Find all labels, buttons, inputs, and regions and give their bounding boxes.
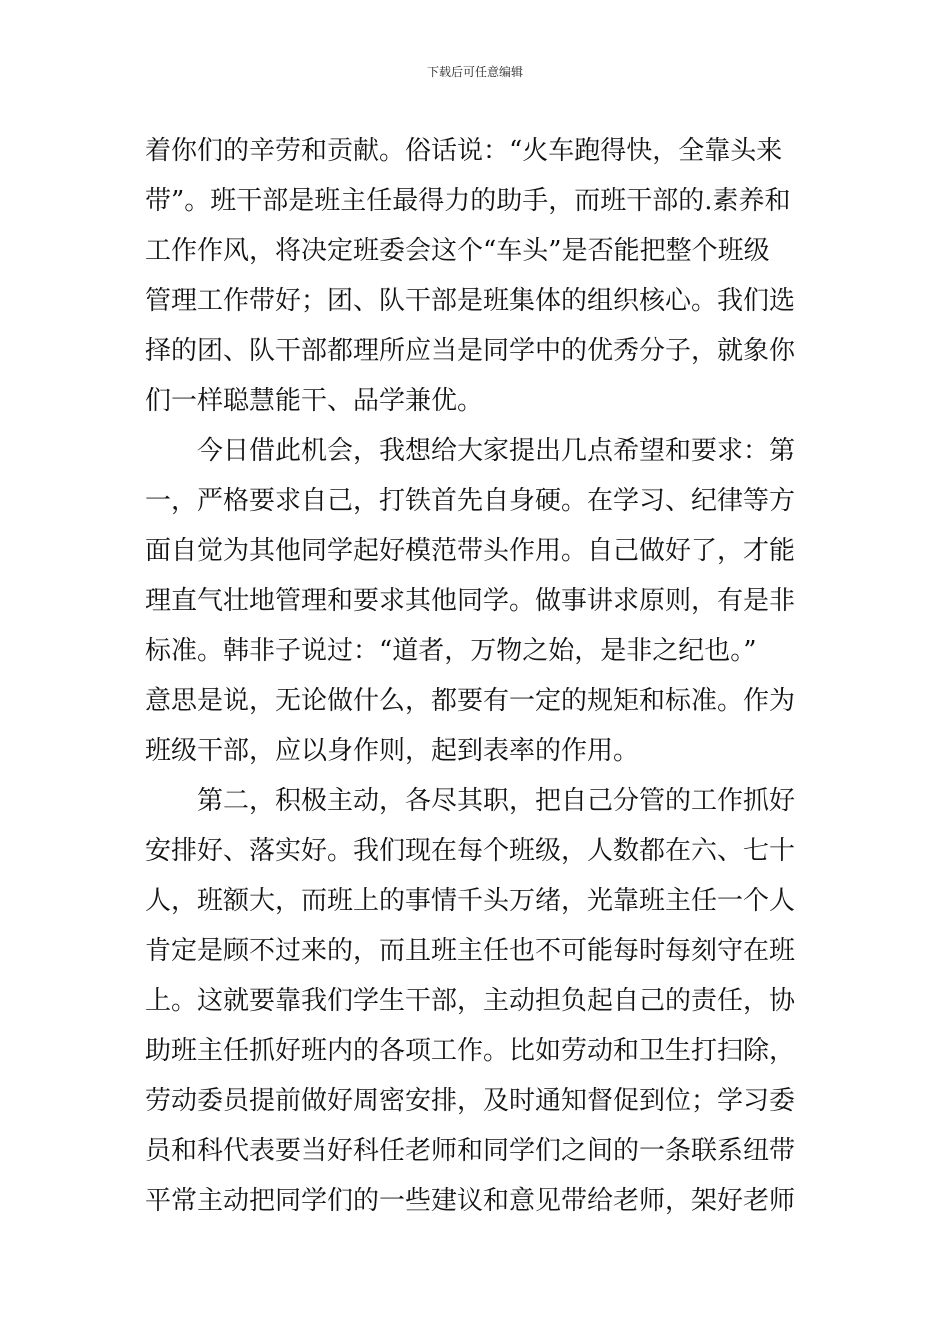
text-line-14: 第二，积极主动，各尽其职，把自己分管的工作抓好	[197, 786, 796, 816]
text-line-18: 上。这就要靠我们学生干部，主动担负起自己的责任，协	[145, 986, 796, 1016]
text-line-12: 意思是说，无论做什么，都要有一定的规矩和标准。作为	[145, 686, 796, 716]
text-line-3: 工作作风，将决定班委会这个“车头”是否能把整个班级	[145, 236, 770, 266]
text-line-15: 安排好、落实好。我们现在每个班级，人数都在六、七十	[145, 836, 796, 866]
text-line-6: 们一样聪慧能干、品学兼优。	[145, 386, 484, 416]
text-line-11: 标准。韩非子说过：“道者，万物之始，是非之纪也。”	[145, 636, 757, 666]
text-line-19: 助班主任抓好班内的各项工作。比如劳动和卫生打扫除，	[145, 1036, 796, 1066]
text-line-17: 肯定是顾不过来的，而且班主任也不可能每时每刻守在班	[145, 936, 796, 966]
text-line-1: 着你们的辛劳和贡献。俗话说：“火车跑得快，全靠头来	[145, 136, 783, 166]
text-line-8: 一，严格要求自己，打铁首先自身硬。在学习、纪律等方	[145, 486, 796, 516]
text-line-13: 班级干部，应以身作则，起到表率的作用。	[145, 736, 640, 766]
document-body	[145, 126, 810, 1226]
text-line-20: 劳动委员提前做好周密安排，及时通知督促到位；学习委	[145, 1086, 796, 1116]
page-header: 下载后可任意编辑	[426, 65, 523, 79]
text-line-2: 带”。班干部是班主任最得力的助手，而班干部的.素养和	[145, 186, 791, 216]
text-line-16: 人，班额大，而班上的事情千头万绪，光靠班主任一个人	[145, 886, 796, 916]
text-line-21: 员和科代表要当好科任老师和同学们之间的一条联系纽带	[145, 1136, 796, 1166]
text-line-22: 平常主动把同学们的一些建议和意见带给老师，架好老师	[145, 1186, 796, 1216]
text-line-10: 理直气壮地管理和要求其他同学。做事讲求原则，有是非	[145, 586, 796, 616]
text-line-5: 择的团、队干部都理所应当是同学中的优秀分子，就象你	[145, 336, 796, 366]
text-line-9: 面自觉为其他同学起好模范带头作用。自己做好了，才能	[145, 536, 796, 566]
text-line-7: 今日借此机会，我想给大家提出几点希望和要求：第	[197, 436, 796, 466]
text-line-4: 管理工作带好；团、队干部是班集体的组织核心。我们选	[145, 286, 796, 316]
